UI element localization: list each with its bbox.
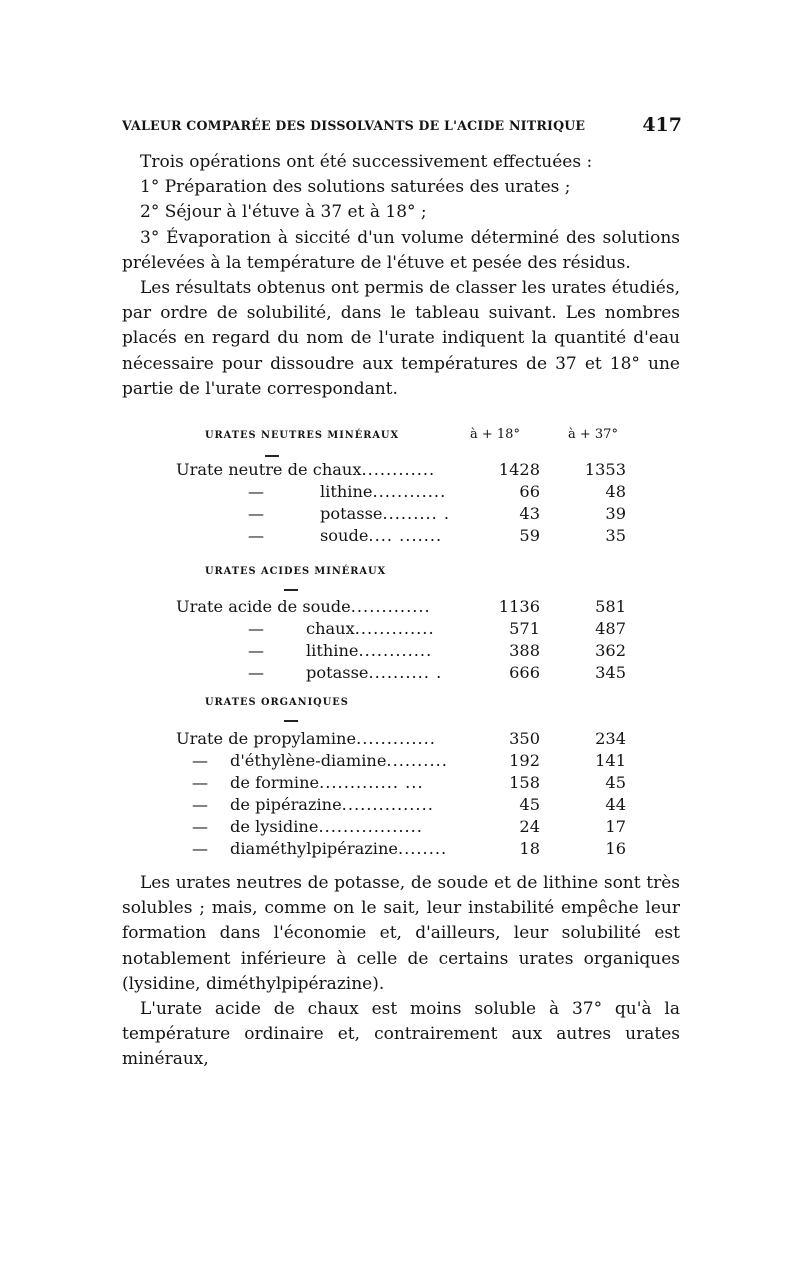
value-37: 16: [605, 839, 626, 858]
value-37: 581: [595, 597, 626, 616]
value-18: 388: [509, 641, 540, 660]
value-18: 45: [519, 795, 540, 814]
ditto-dash: —: [248, 619, 264, 638]
value-18: 666: [509, 663, 540, 682]
table-row-label: Urate neutre de chaux............: [176, 460, 436, 479]
section-rule: [265, 455, 279, 457]
table-row-label: de lysidine.................: [230, 817, 423, 836]
ditto-dash: —: [192, 839, 208, 858]
value-18: 1136: [498, 597, 540, 616]
table-row-label: potasse......... .: [320, 504, 451, 523]
intro-line: Trois opérations ont été successivement effectuées :: [140, 152, 593, 172]
value-37: 45: [605, 773, 626, 792]
ditto-dash: —: [192, 795, 208, 814]
table-row-label: d'éthylène-diamine..........: [230, 751, 448, 770]
ditto-dash: —: [192, 817, 208, 836]
table-row-label: diaméthylpipérazine........: [230, 839, 448, 858]
value-37: 39: [605, 504, 626, 523]
table-row-label: lithine............: [306, 641, 433, 660]
value-18: 192: [509, 751, 540, 770]
value-18: 158: [509, 773, 540, 792]
ditto-dash: —: [248, 641, 264, 660]
value-37: 141: [595, 751, 626, 770]
value-37: 35: [605, 526, 626, 545]
table-row-label: de formine............. ...: [230, 773, 424, 792]
step-2: 2° Séjour à l'étuve à 37 et à 18° ;: [140, 202, 427, 223]
ditto-dash: —: [192, 751, 208, 770]
table-row-label: Urate de propylamine.............: [176, 729, 436, 748]
results-paragraph: Les résultats obtenus ont permis de classer les urates étudiés, par ordre de solubilité, dans le tableau suivant. Les nombres placés en regard du nom de l'urate indiquent la quantité d'eau nécessaire pour dissoudre aux températures de 37 et 18° une partie de l'urate correspondant.: [122, 278, 680, 399]
ditto-dash: —: [248, 482, 264, 501]
ditto-dash: —: [248, 663, 264, 682]
section-heading: URATES NEUTRES MINÉRAUX: [205, 430, 400, 441]
table-row-label: Urate acide de soude.............: [176, 597, 431, 616]
closing-paragraph-2: L'urate acide de chaux est moins soluble à 37° qu'à la température ordinaire et, contrairement aux autres urates minéraux,: [122, 999, 680, 1070]
value-37: 234: [595, 729, 626, 748]
value-37: 487: [595, 619, 626, 638]
column-header-18: à + 18°: [470, 427, 520, 442]
page-number: 417: [642, 114, 682, 136]
value-18: 66: [519, 482, 540, 501]
section-rule: [284, 589, 298, 591]
section-heading: URATES ORGANIQUES: [205, 697, 349, 708]
section-rule: [284, 720, 298, 722]
value-37: 345: [595, 663, 626, 682]
column-header-37: à + 37°: [568, 427, 618, 442]
table-row-label: soude.... .......: [320, 526, 443, 545]
value-37: 17: [605, 817, 626, 836]
table-row-label: lithine............: [320, 482, 447, 501]
table-row-label: chaux.............: [306, 619, 435, 638]
value-18: 24: [519, 817, 540, 836]
value-37: 48: [605, 482, 626, 501]
value-37: 44: [605, 795, 626, 814]
value-37: 1353: [584, 460, 626, 479]
value-18: 571: [509, 619, 540, 638]
page-header: [122, 114, 682, 142]
ditto-dash: —: [248, 504, 264, 523]
running-head: VALEUR COMPARÉE DES DISSOLVANTS DE L'ACIDE NITRIQUE: [122, 118, 586, 133]
closing-text: [122, 871, 680, 1073]
value-18: 350: [509, 729, 540, 748]
intro-text: [122, 150, 680, 402]
value-18: 1428: [498, 460, 540, 479]
table-row-label: de pipérazine...............: [230, 795, 434, 814]
value-18: 18: [519, 839, 540, 858]
step-3: 3° Évaporation à siccité d'un volume déterminé des solutions prélevées à la température de l'étuve et pesée des résidus.: [122, 227, 680, 273]
ditto-dash: —: [192, 773, 208, 792]
ditto-dash: —: [248, 526, 264, 545]
value-18: 43: [519, 504, 540, 523]
value-37: 362: [595, 641, 626, 660]
closing-paragraph-1: Les urates neutres de potasse, de soude et de lithine sont très solubles ; mais, comme on le sait, leur instabilité empêche leur formation dans l'économie et, d'ailleurs, leur solubilité est notablement inférieure à celle de certains urates organiques (lysidine, diméthylpipérazine).: [122, 873, 680, 994]
value-18: 59: [519, 526, 540, 545]
section-heading: URATES ACIDES MINÉRAUX: [205, 566, 387, 577]
step-1: 1° Préparation des solutions saturées des urates ;: [140, 177, 571, 198]
table-row-label: potasse.......... .: [306, 663, 443, 682]
